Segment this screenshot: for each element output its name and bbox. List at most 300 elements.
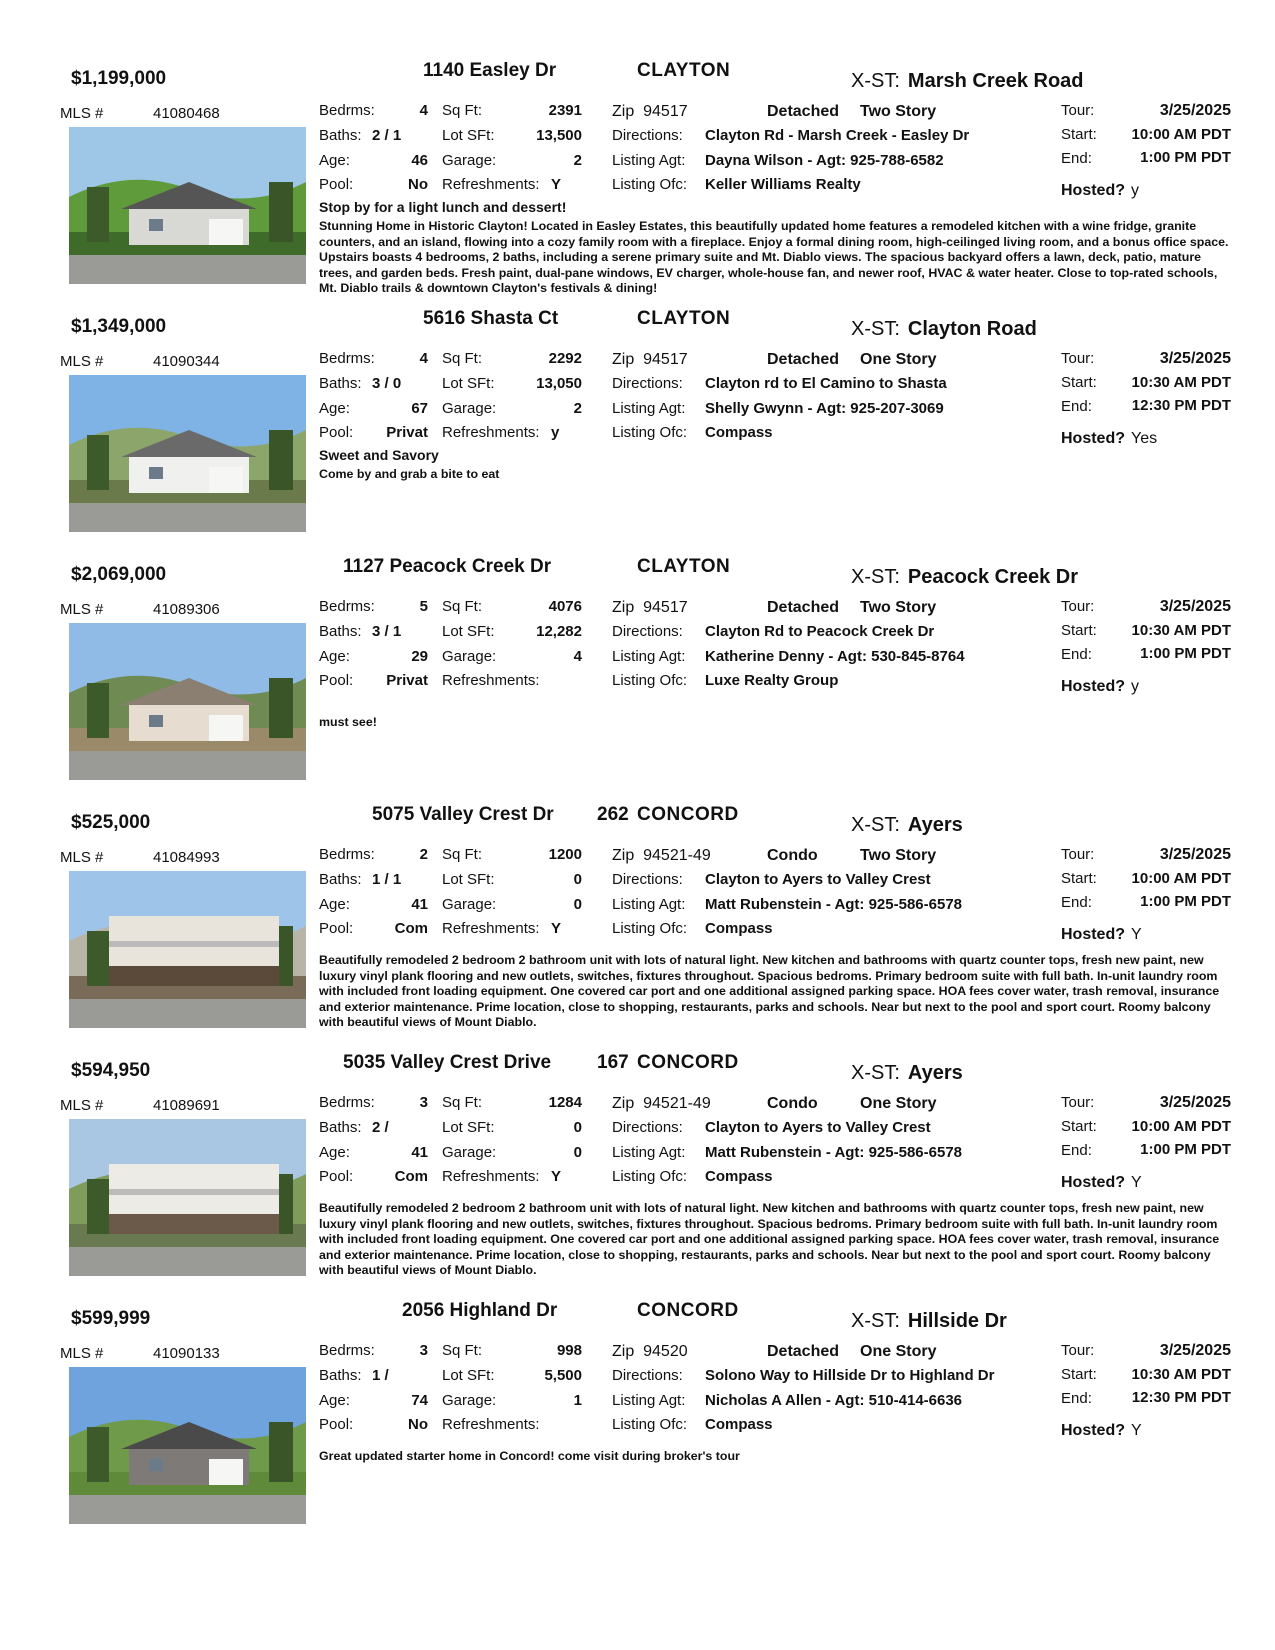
story-count: Two Story [860,847,937,864]
listing-card [0,1050,1275,1308]
bedrooms-value: 4 [419,350,428,367]
end-label: End: [1061,398,1092,415]
listing-city: CONCORD [637,1052,739,1073]
listing-card [0,554,1275,812]
photo-garage-door [209,219,243,245]
refreshments-label: Refreshments: [442,424,540,441]
house-photo-illustration [69,1367,306,1524]
garage-label: Garage: [442,648,497,665]
cross-street [851,318,1037,341]
baths-value: 1 / [372,1367,389,1384]
pool-label: Pool: [319,424,354,441]
start-time: 10:00 AM PDT [1131,1118,1231,1135]
directions-value: Clayton Rd to Peacock Creek Dr [705,623,935,640]
listing-description: must see! [319,715,377,729]
listing-description: Beautifully remodeled 2 bedroom 2 bathroom unit with lots of natural light. New kitchen and bathrooms with quartz counter tops, fresh new paint, new luxury vinyl plank flooring and new outlets, switches, fixtures throughout. Spacious bedroms. Primary bedroom suite with full bath. In-unit laundry room with included front loading equipment. One covered car port and one additional assigned parking space. HOA fees cover water, trash removal, insurance and exterior maintenance. Prime location, close to shopping, restaurants, parks and schools. Near but next to the pool and sport court. Roomy balcony with beautiful views of Mount Diablo. [319,1201,1220,1277]
listing-unit: 167 [597,1052,629,1073]
refreshments-label: Refreshments: [442,672,540,689]
zip-label: Zip [612,847,635,864]
listing-office-label: Listing Ofc: [612,1416,688,1433]
lot-sqft-label: Lot SFt: [442,375,495,392]
listing-agent-label: Listing Agt: [612,896,686,913]
photo-balcony [109,1189,279,1195]
zip-field [612,103,688,121]
age-label: Age: [319,152,350,169]
lot-sqft-value: 13,050 [536,375,582,392]
listing-office-label: Listing Ofc: [612,920,688,937]
zip-field [612,1095,711,1113]
baths-value: 1 / 1 [372,871,402,888]
start-time: 10:30 AM PDT [1131,1366,1231,1383]
story-count: Two Story [860,103,937,120]
end-label: End: [1061,894,1092,911]
pool-value: Com [394,920,428,937]
property-photo [69,375,306,532]
cross-street-value: Hillside Dr [907,1310,1007,1332]
sqft-value: 2292 [548,350,582,367]
age-value: 41 [411,1144,428,1161]
cross-street [851,70,1084,93]
garage-label: Garage: [442,1392,497,1409]
photo-tree [87,931,109,986]
photo-balcony [109,941,279,947]
photo-driveway [69,503,306,532]
tour-date: 3/25/2025 [1159,1342,1231,1359]
start-time: 10:00 AM PDT [1131,870,1231,887]
photo-tree [269,1422,293,1482]
listing-agent-label: Listing Agt: [612,152,686,169]
garage-value: 0 [573,896,582,913]
age-value: 41 [411,896,428,913]
pool-label: Pool: [319,176,354,193]
cross-street [851,1310,1007,1333]
cross-street-label: X-ST: [851,1062,900,1084]
mls-label: MLS # [60,601,104,618]
listing-agent-value: Matt Rubenstein - Agt: 925-586-6578 [705,1144,963,1161]
start-time: 10:30 AM PDT [1131,374,1231,391]
property-photo [69,1119,306,1276]
end-time: 12:30 PM PDT [1131,397,1231,414]
listing-office-label: Listing Ofc: [612,424,688,441]
cross-street-value: Peacock Creek Dr [907,566,1079,588]
age-label: Age: [319,648,350,665]
photo-driveway [69,751,306,780]
photo-garage-door [209,467,243,493]
photo-window [149,467,163,479]
zip-label: Zip [612,103,635,120]
directions-value: Clayton Rd - Marsh Creek - Easley Dr [705,127,970,144]
photo-tree [87,1179,109,1234]
photo-window [149,1459,163,1471]
mls-number: 41089306 [153,601,220,618]
photo-tree [87,187,109,242]
zip-value: 94517 [643,351,688,368]
listing-agent-value: Shelly Gwynn - Agt: 925-207-3069 [705,400,944,417]
end-label: End: [1061,150,1092,167]
hosted-label: Hosted? [1061,1422,1125,1439]
start-label: Start: [1061,1366,1097,1383]
mls-number: 41089691 [153,1097,220,1114]
start-label: Start: [1061,374,1097,391]
property-photo [69,127,306,284]
property-photo [69,1367,306,1524]
listing-description: Come by and grab a bite to eat [319,467,500,481]
story-count: One Story [860,351,937,368]
listing-price: $1,199,000 [71,68,167,89]
hosted-field [1061,430,1157,448]
sqft-label: Sq Ft: [442,1094,483,1111]
tour-date: 3/25/2025 [1159,846,1231,863]
photo-tree [87,1427,109,1482]
sqft-value: 998 [556,1342,582,1359]
garage-value: 1 [573,1392,582,1409]
listing-card [0,1298,1275,1556]
zip-field [612,351,688,369]
listing-address: 1127 Peacock Creek Dr [343,556,552,577]
pool-value: Privat [386,672,428,689]
zip-field [612,1343,688,1361]
directions-label: Directions: [612,623,683,640]
age-label: Age: [319,1392,350,1409]
listing-office-label: Listing Ofc: [612,176,688,193]
pool-value: No [408,176,428,193]
mls-label: MLS # [60,105,104,122]
hosted-field [1061,1422,1142,1440]
listing-agent-label: Listing Agt: [612,648,686,665]
mls-label: MLS # [60,1345,104,1362]
pool-label: Pool: [319,672,354,689]
baths-value: 2 / 1 [372,127,402,144]
age-label: Age: [319,1144,350,1161]
pool-label: Pool: [319,1168,354,1185]
hosted-label: Hosted? [1061,678,1125,695]
pool-label: Pool: [319,920,354,937]
sqft-label: Sq Ft: [442,1342,483,1359]
property-photo [69,871,306,1028]
photo-fence [109,1214,279,1234]
lot-sqft-value: 0 [573,1119,582,1136]
bedrooms-label: Bedrms: [319,102,375,119]
zip-value: 94517 [643,103,688,120]
listing-office-value: Compass [705,424,773,441]
refreshments-label: Refreshments: [442,176,540,193]
cross-street [851,814,963,837]
listing-office-value: Luxe Realty Group [705,672,839,689]
directions-value: Solono Way to Hillside Dr to Highland Dr [705,1367,995,1384]
photo-window [149,715,163,727]
listing-office-label: Listing Ofc: [612,672,688,689]
age-value: 67 [411,400,428,417]
sqft-label: Sq Ft: [442,598,483,615]
garage-value: 2 [573,400,582,417]
listing-description: Great updated starter home in Concord! come visit during broker's tour [319,1449,740,1463]
listing-agent-value: Matt Rubenstein - Agt: 925-586-6578 [705,896,963,913]
hosted-field [1061,1174,1142,1192]
sqft-label: Sq Ft: [442,846,483,863]
tour-label: Tour: [1061,102,1095,119]
listing-price: $1,349,000 [71,316,167,337]
bedrooms-value: 3 [419,1342,428,1359]
listing-city: CLAYTON [637,556,731,577]
bedrooms-value: 4 [419,102,428,119]
photo-driveway [69,1247,306,1276]
lot-sqft-label: Lot SFt: [442,871,495,888]
lot-sqft-value: 5,500 [544,1367,582,1384]
end-label: End: [1061,1142,1092,1159]
photo-window [149,219,163,231]
story-count: Two Story [860,599,937,616]
refreshments-value: y [551,424,560,441]
age-value: 46 [411,152,428,169]
hosted-value: Y [1131,926,1142,943]
hosted-value: Y [1131,1174,1142,1191]
hosted-value: y [1131,182,1139,199]
directions-label: Directions: [612,375,683,392]
hosted-label: Hosted? [1061,430,1125,447]
refreshments-label: Refreshments: [442,1168,540,1185]
zip-field [612,847,711,865]
photo-tree [269,678,293,738]
baths-value: 3 / 1 [372,623,402,640]
sqft-label: Sq Ft: [442,350,483,367]
bedrooms-value: 5 [419,598,428,615]
hosted-label: Hosted? [1061,182,1125,199]
listing-price: $594,950 [71,1060,151,1081]
listing-price: $525,000 [71,812,151,833]
photo-garage-door [209,715,243,741]
tour-label: Tour: [1061,350,1095,367]
listing-agent-value: Nicholas A Allen - Agt: 510-414-6636 [705,1392,963,1409]
tour-label: Tour: [1061,1094,1095,1111]
garage-label: Garage: [442,1144,497,1161]
directions-value: Clayton to Ayers to Valley Crest [705,871,931,888]
garage-value: 4 [573,648,582,665]
bedrooms-label: Bedrms: [319,1094,375,1111]
baths-label: Baths: [319,871,362,888]
listing-office-value: Keller Williams Realty [705,176,861,193]
end-time: 1:00 PM PDT [1140,149,1231,166]
photo-tree [269,182,293,242]
property-type: Detached [767,103,840,120]
house-photo-illustration [69,871,306,1028]
bedrooms-label: Bedrms: [319,350,375,367]
sqft-label: Sq Ft: [442,102,483,119]
lot-sqft-label: Lot SFt: [442,127,495,144]
listing-card [0,58,1275,316]
mls-number: 41080468 [153,105,220,122]
garage-value: 0 [573,1144,582,1161]
lot-sqft-value: 12,282 [536,623,582,640]
garage-label: Garage: [442,152,497,169]
zip-label: Zip [612,1095,635,1112]
listing-agent-label: Listing Agt: [612,1392,686,1409]
bedrooms-label: Bedrms: [319,598,375,615]
photo-garage-door [209,1459,243,1485]
listing-office-label: Listing Ofc: [612,1168,688,1185]
mls-label: MLS # [60,849,104,866]
directions-value: Clayton rd to El Camino to Shasta [705,375,947,392]
cross-street-label: X-ST: [851,70,900,92]
listing-tagline: Sweet and Savory [319,447,439,463]
listing-price: $2,069,000 [71,564,167,585]
sqft-value: 4076 [548,598,582,615]
listing-agent-label: Listing Agt: [612,1144,686,1161]
baths-label: Baths: [319,623,362,640]
baths-label: Baths: [319,375,362,392]
tour-label: Tour: [1061,846,1095,863]
directions-value: Clayton to Ayers to Valley Crest [705,1119,931,1136]
hosted-value: Yes [1131,430,1158,447]
directions-label: Directions: [612,871,683,888]
refreshments-value: Y [551,920,562,937]
start-label: Start: [1061,622,1097,639]
age-value: 74 [411,1392,428,1409]
house-photo-illustration [69,623,306,780]
lot-sqft-value: 13,500 [536,127,582,144]
end-time: 1:00 PM PDT [1140,893,1231,910]
sqft-value: 1284 [548,1094,582,1111]
directions-label: Directions: [612,1119,683,1136]
listing-agent-label: Listing Agt: [612,400,686,417]
age-value: 29 [411,648,428,665]
baths-label: Baths: [319,127,362,144]
listing-card [0,802,1275,1060]
hosted-label: Hosted? [1061,1174,1125,1191]
zip-value: 94521-49 [643,1095,711,1112]
end-label: End: [1061,1390,1092,1407]
mls-label: MLS # [60,1097,104,1114]
house-photo-illustration [69,127,306,284]
listing-description: Beautifully remodeled 2 bedroom 2 bathroom unit with lots of natural light. New kitchen and bathrooms with quartz counter tops, fresh new paint, new luxury vinyl plank flooring and new outlets, switches, fixtures throughout. Spacious bedroms. Primary bedroom suite with full bath. In-unit laundry room with included front loading equipment. One covered car port and one additional assigned parking space. HOA fees cover water, trash removal, insurance and exterior maintenance. Prime location, close to shopping, restaurants, parks and schools. Near but next to the pool and sport court. Roomy balcony with beautiful views of Mount Diablo. [319,953,1220,1029]
garage-label: Garage: [442,896,497,913]
end-time: 1:00 PM PDT [1140,645,1231,662]
listing-tagline: Stop by for a light lunch and dessert! [319,199,567,215]
listing-description: Stunning Home in Historic Clayton! Located in Easley Estates, this beautifully updated home features a remodeled kitchen with a wine fridge, granite counters, and an island, flowing into a cozy family room with a fireplace. Enjoy a formal dining room, high-ceilinged living room, and a bonus office space. Upstairs boasts 4 bedrooms, 2 baths, including a serene primary suite and Mt. Diablo views. The spacious backyard offers a lawn, deck, patio, mature trees, and garden beds. Fresh paint, dual-pane windows, EV charger, whole-house fan, and newer roof, HVAC & water heater. Close to top-rated schools, Mt. Diablo trails & downtown Clayton's festivals & dining! [319,219,1229,295]
lot-sqft-label: Lot SFt: [442,623,495,640]
listing-city: CLAYTON [637,308,731,329]
photo-fence [109,966,279,986]
hosted-field [1061,182,1139,200]
property-type: Detached [767,599,840,616]
zip-label: Zip [612,351,635,368]
photo-driveway [69,255,306,284]
listing-city: CONCORD [637,804,739,825]
sqft-value: 2391 [548,102,582,119]
house-photo-illustration [69,1119,306,1276]
listing-card [0,306,1275,564]
bedrooms-value: 3 [419,1094,428,1111]
cross-street [851,566,1078,589]
start-label: Start: [1061,126,1097,143]
lot-sqft-label: Lot SFt: [442,1119,495,1136]
garage-label: Garage: [442,400,497,417]
start-label: Start: [1061,1118,1097,1135]
cross-street-value: Marsh Creek Road [907,70,1084,92]
refreshments-value: Y [551,1168,562,1185]
cross-street [851,1062,963,1085]
cross-street-label: X-ST: [851,1310,900,1332]
listing-price: $599,999 [71,1308,151,1329]
pool-value: Privat [386,424,428,441]
cross-street-label: X-ST: [851,814,900,836]
cross-street-value: Clayton Road [907,318,1037,340]
hosted-label: Hosted? [1061,926,1125,943]
tour-date: 3/25/2025 [1159,102,1231,119]
listing-address: 5616 Shasta Ct [423,308,559,329]
baths-label: Baths: [319,1119,362,1136]
listing-city: CONCORD [637,1300,739,1321]
bedrooms-label: Bedrms: [319,846,375,863]
bedrooms-value: 2 [419,846,428,863]
refreshments-label: Refreshments: [442,1416,540,1433]
listing-office-value: Compass [705,1168,773,1185]
cross-street-label: X-ST: [851,318,900,340]
baths-value: 3 / 0 [372,375,402,392]
start-time: 10:30 AM PDT [1131,622,1231,639]
tour-date: 3/25/2025 [1159,598,1231,615]
mls-label: MLS # [60,353,104,370]
photo-driveway [69,1495,306,1524]
zip-label: Zip [612,599,635,616]
cross-street-value: Ayers [907,814,963,836]
end-label: End: [1061,646,1092,663]
cross-street-label: X-ST: [851,566,900,588]
end-time: 12:30 PM PDT [1131,1389,1231,1406]
zip-value: 94520 [643,1343,688,1360]
property-photo [69,623,306,780]
listing-agent-value: Dayna Wilson - Agt: 925-788-6582 [705,152,944,169]
photo-driveway [69,999,306,1028]
age-label: Age: [319,400,350,417]
house-photo-illustration [69,375,306,532]
property-type: Detached [767,1343,840,1360]
mls-number: 41084993 [153,849,220,866]
pool-value: No [408,1416,428,1433]
start-label: Start: [1061,870,1097,887]
listing-address: 1140 Easley Dr [423,60,557,81]
mls-number: 41090344 [153,353,220,370]
listing-unit: 262 [597,804,629,825]
hosted-value: Y [1131,1422,1142,1439]
listing-city: CLAYTON [637,60,731,81]
lot-sqft-label: Lot SFt: [442,1367,495,1384]
zip-value: 94521-49 [643,847,711,864]
lot-sqft-value: 0 [573,871,582,888]
directions-label: Directions: [612,1367,683,1384]
hosted-field [1061,926,1142,944]
photo-tree [269,430,293,490]
mls-number: 41090133 [153,1345,220,1362]
tour-date: 3/25/2025 [1159,1094,1231,1111]
baths-label: Baths: [319,1367,362,1384]
refreshments-value: Y [551,176,562,193]
hosted-field [1061,678,1139,696]
photo-tree [87,683,109,738]
refreshments-label: Refreshments: [442,920,540,937]
cross-street-value: Ayers [907,1062,963,1084]
end-time: 1:00 PM PDT [1140,1141,1231,1158]
zip-field [612,599,688,617]
listing-office-value: Compass [705,920,773,937]
baths-value: 2 / [372,1119,389,1136]
zip-label: Zip [612,1343,635,1360]
directions-label: Directions: [612,127,683,144]
story-count: One Story [860,1343,937,1360]
pool-value: Com [394,1168,428,1185]
story-count: One Story [860,1095,937,1112]
garage-value: 2 [573,152,582,169]
tour-date: 3/25/2025 [1159,350,1231,367]
